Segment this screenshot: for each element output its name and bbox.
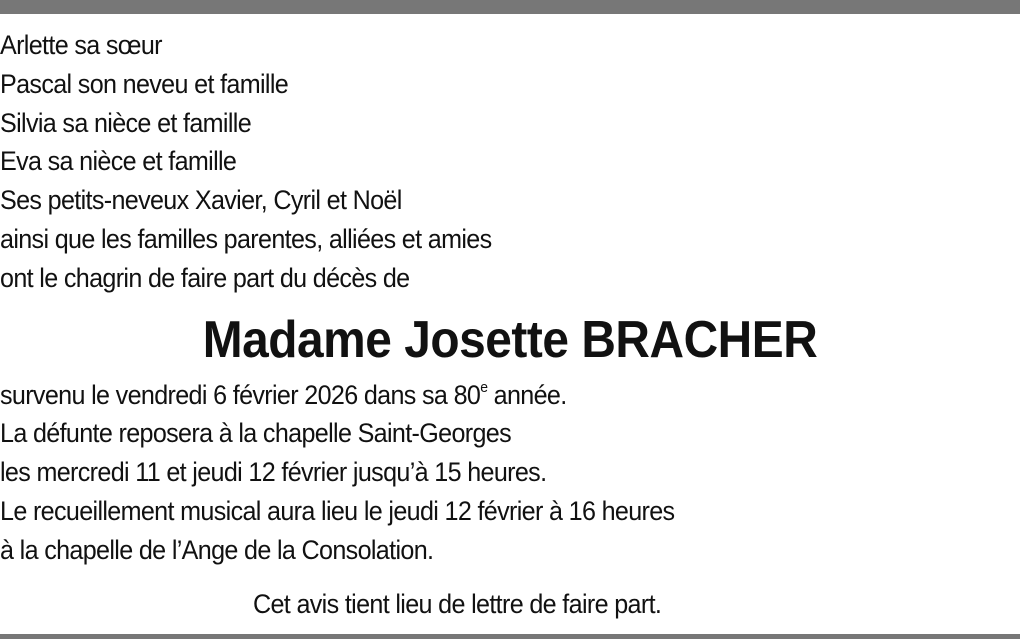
deceased-name: Madame Josette BRACHER xyxy=(202,310,818,369)
detail-line: La défunte reposera à la chapelle Saint-Georges xyxy=(0,418,512,449)
bottom-rule xyxy=(0,634,1020,639)
detail-line: Le recueillement musical aura lieu le jeudi 12 février à 16 heures xyxy=(0,495,675,526)
mourner-line: Ses petits-neveux Xavier, Cyril et Noël xyxy=(0,185,402,216)
obituary-notice xyxy=(0,26,1020,570)
closing-line: Cet avis tient lieu de lettre de faire part. xyxy=(253,589,662,619)
mourner-line: Eva sa nièce et famille xyxy=(0,146,237,177)
announcement-line: ont le chagrin de faire part du décès de xyxy=(0,262,410,293)
mourner-line: Silvia sa nièce et famille xyxy=(0,107,252,138)
death-date-suffix: année. xyxy=(487,379,567,410)
mourner-line: ainsi que les familles parentes, alliées et amies xyxy=(0,223,492,254)
mourner-line: Arlette sa sœur xyxy=(0,30,162,60)
mourner-line: Pascal son neveu et famille xyxy=(0,68,289,99)
top-rule xyxy=(0,0,1020,14)
death-date-line xyxy=(0,376,949,415)
detail-line: les mercredi 11 et jeudi 12 février jusqu’à 15 heures. xyxy=(0,457,547,488)
detail-line: à la chapelle de l’Ange de la Consolation. xyxy=(0,534,434,565)
ordinal-superscript: e xyxy=(480,378,488,396)
death-date-text: survenu le vendredi 6 février 2026 dans sa 80 xyxy=(0,379,481,410)
